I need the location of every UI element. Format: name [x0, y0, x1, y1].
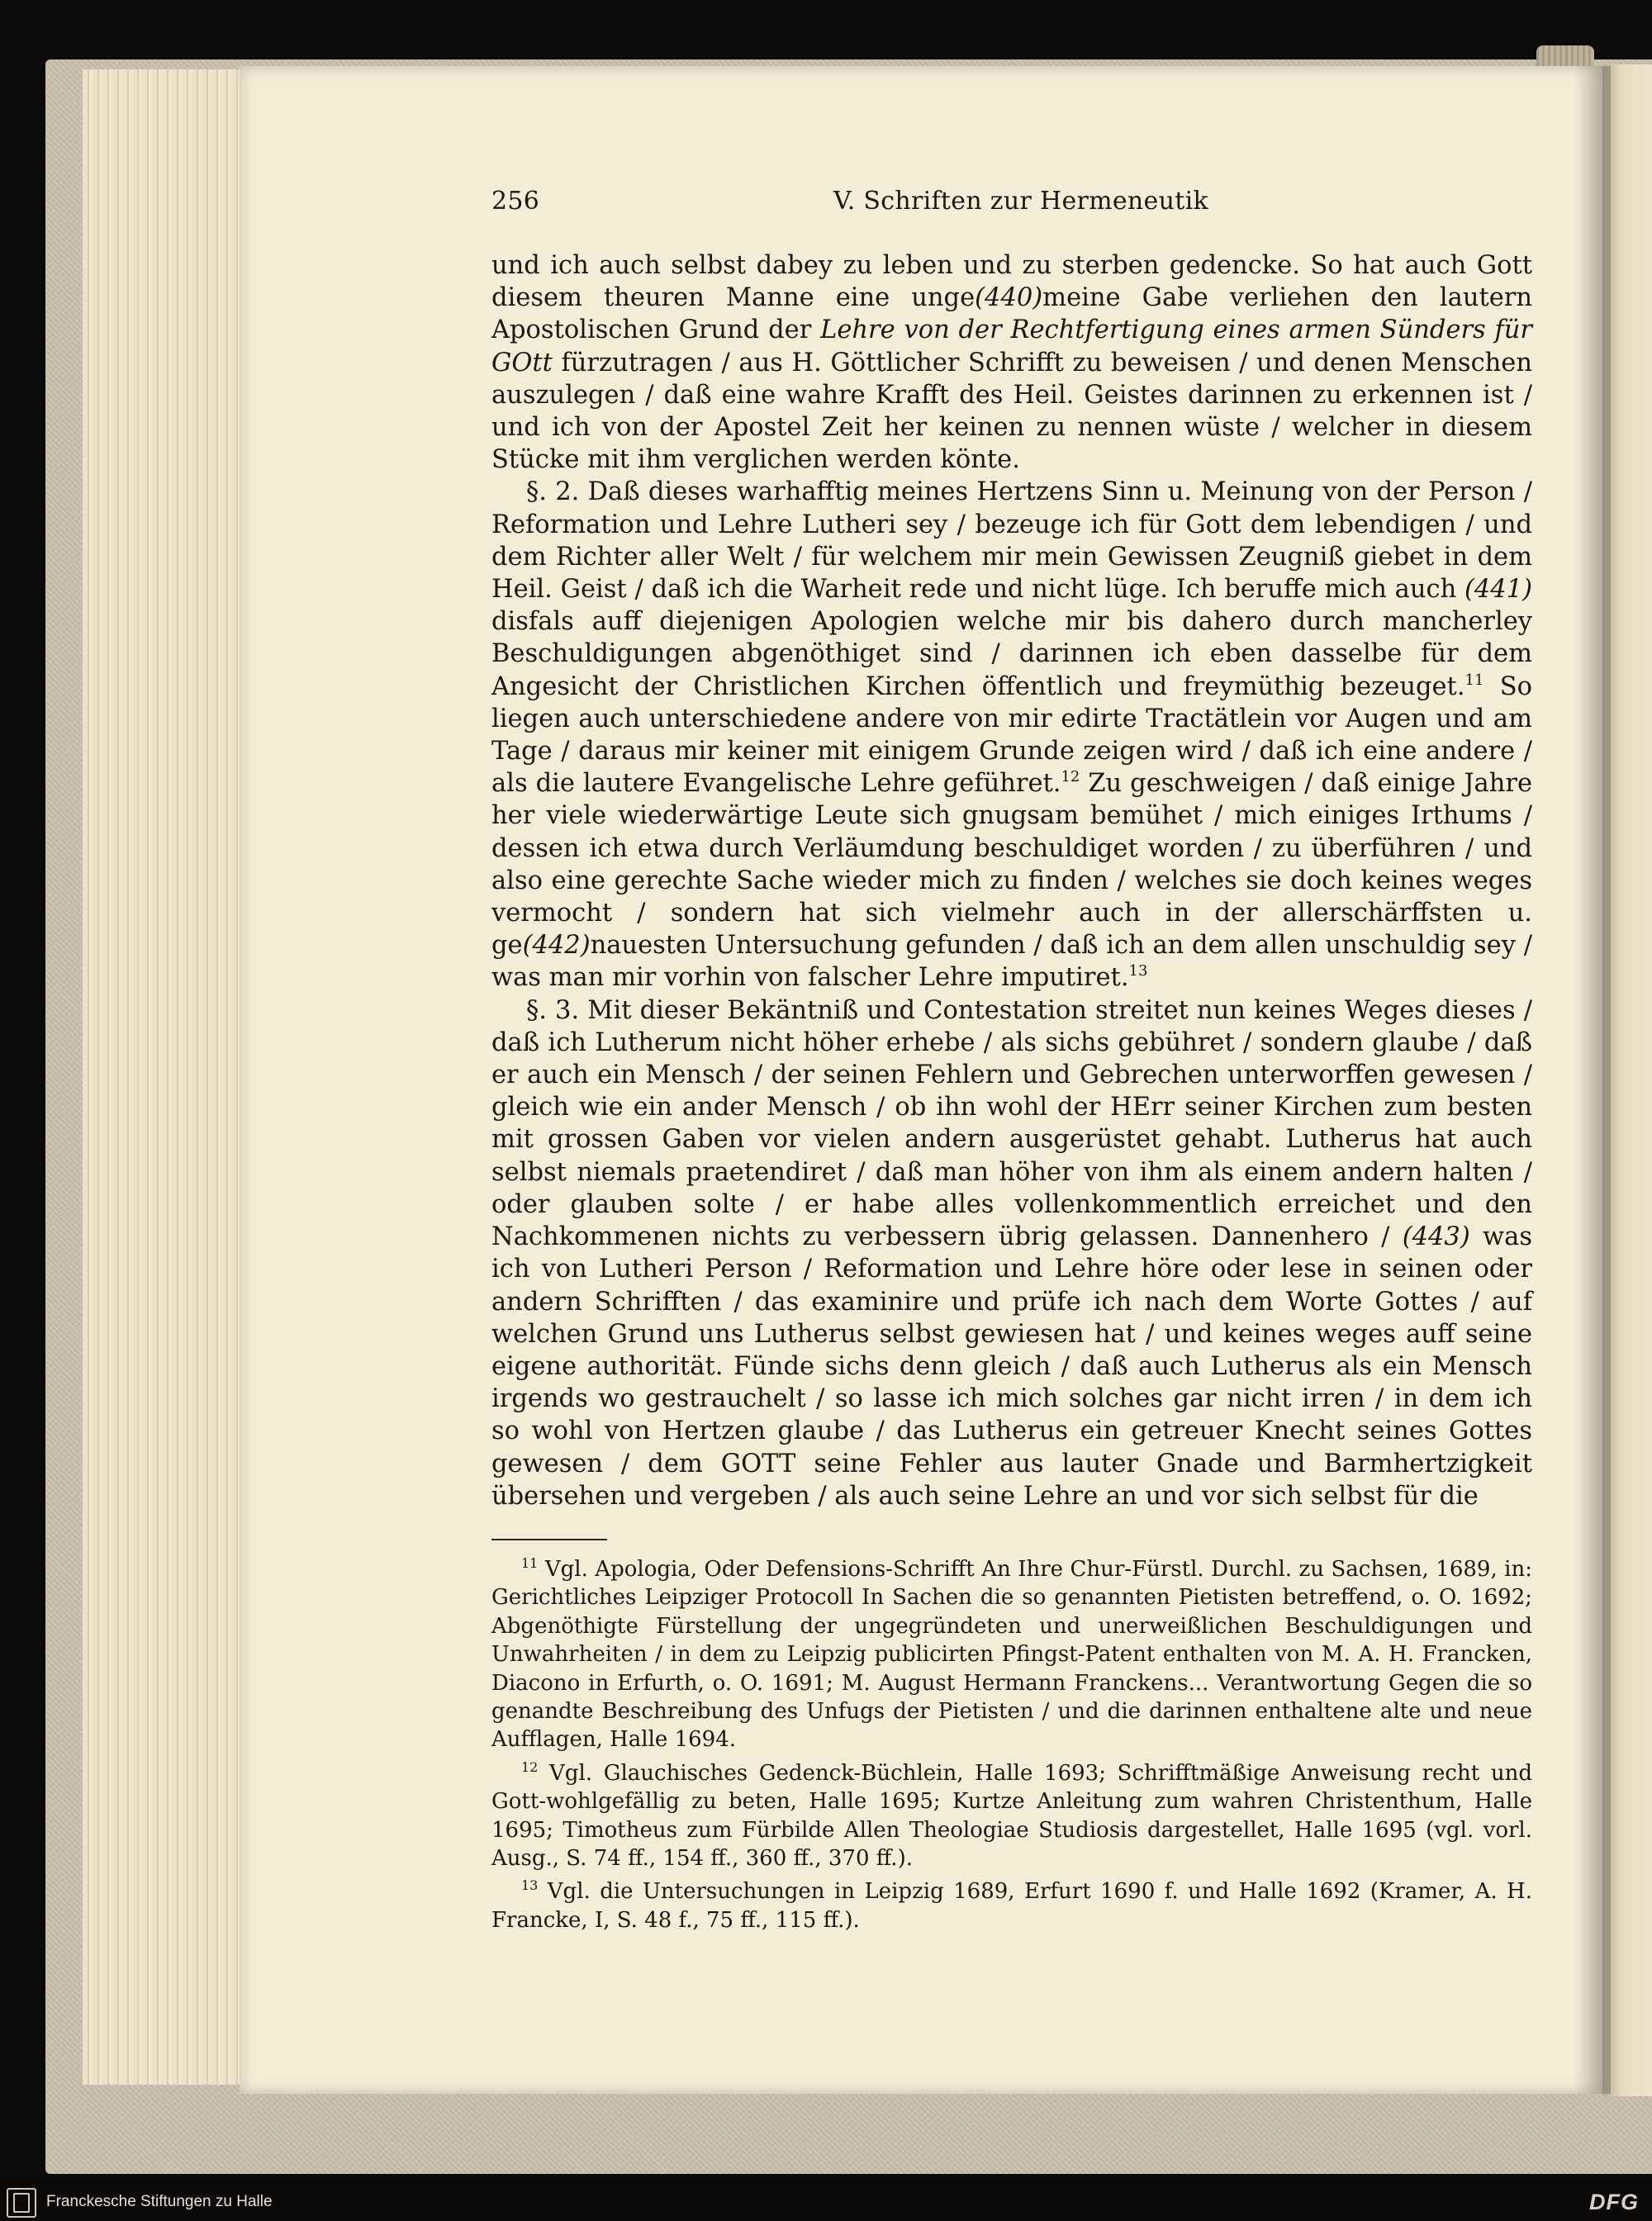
text-run: und ich auch selbst dabey zu leben und zu sterben gedencke. So hat auch Gott diesem theuren Manne eine unge — [491, 251, 1532, 313]
text-run: §. 3. Mit dieser Bekäntniß und Contestation streitet nun keines Weges dieses / daß ich Lutherum nicht höher erhebe / als sichs gebühret / sondern glaube / daß er auch ein Mensch / der seinen Fehlern und Gebrechen unterworffen gewesen / gleich wie ein ander Mensch / ob ihn wohl der HErr seiner Kirchen zum besten mit grossen Gaben vor vielen andern ausgerüstet gehabt. Lutherus hat auch selbst niemals praetendiret / daß man höher von ihm als einem andern halten / oder glauben solte / er habe alles vollenkommentlich erreichet und den Nachkommenen nichts zu verbessern übrig gelassen. Dannenhero / — [491, 995, 1532, 1252]
original-page-marker: (440) — [975, 283, 1043, 313]
footnote-rule — [491, 1539, 607, 1540]
footnote-text: Vgl. die Untersuchungen in Leipzig 1689, Erfurt 1690 f. und Halle 1692 (Kramer, A. H. Francke, I, S. 48 f., 75 ff., 115 ff.). — [491, 1879, 1532, 1933]
running-head: V. Schriften zur Hermeneutik — [833, 187, 1208, 216]
text-run: disfals auff diejenigen Apologien welche mir bis dahero durch mancherley Beschuldigungen abgenöthiget sind / darinnen ich eben dasselbe für dem Angesicht der Christlichen Kirchen öffentlich und freymüthig bezeuget. — [491, 607, 1532, 701]
paragraph — [491, 994, 1532, 1512]
footnote-number: 12 — [521, 1758, 539, 1775]
footnote — [491, 1759, 1532, 1873]
footnote — [491, 1555, 1532, 1754]
original-page-marker: (443) — [1402, 1222, 1470, 1252]
paragraph — [491, 476, 1532, 994]
viewer-footer — [0, 2185, 1652, 2221]
text-block — [491, 187, 1532, 1939]
text-run: So liegen auch unterschiedene andere von mir edirte Tractätlein vor Augen und am Tage / daraus mir keiner mit einigem Grunde zeigen wird / daß ich eine andere / als die lautere Evangelische Lehre geführet. — [491, 672, 1533, 799]
original-page-marker: (442) — [522, 931, 591, 961]
text-run: was ich von Lutheri Person / Reformation und Lehre höre oder lese in seinen oder andern Schrifften / das examinire und prüfe ich nach dem Worte Gottes / auf welchen Grund uns Lutherus selbst gewiesen hat / und keines weges auff seine eigene authorität. Fünde sichs denn gleich / daß auch Lutherus als ein Mensch irgends wo gestrauchelt / so lasse ich mich solches gar nicht irren / in dem ich so wohl von Hertzen glaube / das Lutherus ein getreuer Knecht seines Gottes gewesen / dem GOTT seine Fehler aus lauter Gnade und Barmhertzigkeit übersehen und vergeben / als auch seine Lehre an und vor sich selbst für die — [491, 1222, 1532, 1511]
footnote-ref: 11 — [1464, 671, 1484, 689]
italic-title: Lehre von der Rechtfertigung eines armen Sünders für GOtt — [491, 316, 1532, 377]
dfg-logo: DFG — [1589, 2190, 1639, 2214]
text-run: nauesten Untersuchung gefunden / daß ich an dem allen unschuldig sey / was man mir vorhin von falscher Lehre imputiret. — [491, 931, 1532, 993]
text-run: Zu geschweigen / daß einige Jahre her viele wiederwärtige Leute sich gnugsam bemühet / mich einiges Irthums / dessen ich etwa durch Verläumdung beschuldiget worden / zu überführen / und also eine gerechte Sache wieder mich zu finden / welches sie doch keines weges vermocht / sondern hat sich vielmehr auch in der allerschärffsten u. ge — [491, 769, 1532, 961]
text-run: §. 2. Daß dieses warhafftig meines Hertzens Sinn u. Meinung von der Person / Reformation und Lehre Lutheri sey / bezeuge ich für Gott dem lebendigen / und dem Richter aller Welt / für welchem mir mein Gewissen Zeugniß giebet in dem Heil. Geist / daß ich die Warheit rede und nicht lüge. Ich beruffe mich auch — [491, 477, 1532, 605]
text-run: meine Gabe verliehen den lautern Apostolischen Grund der — [491, 283, 1532, 345]
body-text — [491, 249, 1532, 1512]
text-run: fürzutragen / aus H. Göttlicher Schrifft zu beweisen / und denen Menschen auszulegen / daß eine wahre Krafft des Heil. Geistes darinnen zu erkennen ist / und ich von der Apostel Zeit her keinen zu nennen wüste / welcher in diesem Stücke mit ihm verglichen werden könte. — [491, 348, 1532, 475]
page-header — [491, 187, 1532, 228]
paragraph — [491, 249, 1532, 476]
footnote-number: 11 — [521, 1554, 539, 1571]
footnote-ref: 13 — [1128, 962, 1148, 980]
footnote-number: 13 — [521, 1877, 539, 1894]
footnote-text: Vgl. Glauchisches Gedenck-Büchlein, Halle 1693; Schrifftmäßige Anweisung recht und Gott-wohlgefällig zu beten, Halle 1695; Kurtze Anleitung zum wahren Christenthum, Halle 1695; Timotheus zum Fürbilde Allen Theologiae Studiosis dargestellet, Halle 1695 (vgl. vorl. Ausg., S. 74 ff., 154 ff., 360 ff., 370 ff.). — [491, 1760, 1532, 1871]
page-edges — [83, 69, 264, 2085]
gutter-shadow — [1574, 66, 1611, 2094]
page-number: 256 — [491, 187, 540, 216]
institution-logo-icon — [7, 2188, 36, 2218]
footnote — [491, 1877, 1532, 1934]
footnote-ref: 12 — [1061, 768, 1080, 786]
institution-name: Franckesche Stiftungen zu Halle — [46, 2193, 273, 2210]
original-page-marker: (441) — [1464, 575, 1532, 605]
footnote-text: Vgl. Apologia, Oder Defensions-Schrifft An Ihre Chur-Fürstl. Durchl. zu Sachsen, 1689, in: Gerichtliches Leipziger Protocoll In Sachen die so genannten Pietisten betreffend, o. O. 1692; Abgenöthigte Fürstellung der ungegründeten und unerweißlichen Beschuldigungen und Unwahrheiten / in dem zu Leipzig publicirten Pfingst-Patent enthalten von M. A. H. Francken, Diacono in Erfurth, o. O. 1691; M. August Hermann Franckens... Verantwortung Gegen die so genandte Beschreibung des Unfugs der Pietisten / und die darinnen enthaltene alte und neue Aufflagen, Halle 1694. — [491, 1556, 1532, 1753]
footnotes — [491, 1555, 1532, 1934]
